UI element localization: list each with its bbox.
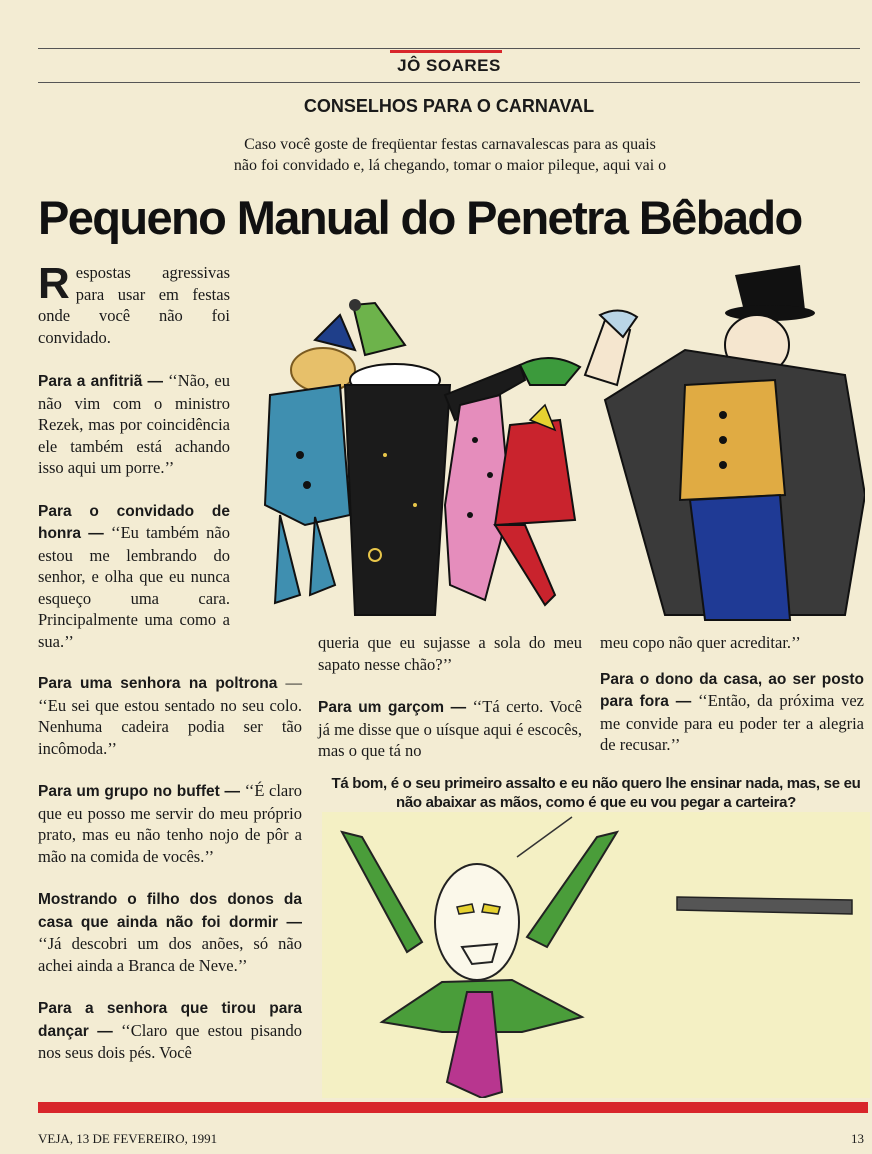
drop-cap: R — [38, 259, 70, 308]
advice-lead: Para a anfitriã — — [38, 373, 164, 390]
footer-red-bar — [38, 1102, 868, 1113]
footer-issue: VEJA, 13 DE FEVEREIRO, 1991 — [38, 1131, 218, 1146]
cartoon-caption: Tá bom, é o seu primeiro assalto e eu não quero lhe ensinar nada, mas, se eu não abaixar as mãos, como é que eu vou pegar a carteira? — [331, 775, 861, 811]
author-accent-bar — [390, 50, 502, 53]
intro-paragraph-text: espostas agressivas para usar em festas onde você não foi convidado. — [38, 263, 230, 347]
advice-item — [38, 780, 302, 867]
column-2 — [318, 632, 582, 783]
robbery-cartoon — [322, 812, 870, 1098]
advice-lead: Para um garçom — — [318, 699, 467, 716]
advice-text: ‘‘Claro que estou pisando nos seus dois pés. Você — [38, 1020, 303, 1062]
column-3 — [600, 632, 864, 777]
advice-item — [38, 888, 302, 976]
advice-item — [318, 696, 582, 762]
advice-text: ‘‘Tá certo. Você já me disse que o uísque aqui é escocês, mas o que tá no — [318, 697, 582, 760]
top-hat-man — [585, 265, 865, 620]
advice-lead: Mostrando o filho dos donos da casa que ainda não foi dormir — — [38, 891, 302, 931]
author-name: JÔ SOARES — [397, 56, 501, 75]
advice-item — [600, 668, 864, 756]
header-rule — [38, 82, 860, 83]
advice-lead: Para a senhora que tirou para dançar — — [38, 1000, 302, 1040]
advice-lead: Para o dono da casa, ao ser posto para fora — — [600, 670, 864, 710]
column-2-continuation: queria que eu sujasse a sola do meu sapato nesse chão?’’ — [318, 633, 582, 674]
advice-lead: Para uma senhora na poltrona — [38, 675, 278, 692]
advice-lead: Para um grupo no buffet — — [38, 783, 241, 800]
carnival-illustration — [245, 255, 865, 630]
advice-item — [38, 500, 230, 653]
column-3-continuation: meu copo não quer acreditar.’’ — [600, 633, 801, 652]
top-rule — [38, 48, 860, 49]
headline: Pequeno Manual do Penetra Bêbado — [38, 191, 802, 244]
intro-line-1: Caso você goste de freqüentar festas carnavalescas para as quais — [244, 136, 656, 153]
intro-line-2: não foi convidado e, lá chegando, tomar o maior pileque, aqui vai o — [233, 157, 667, 174]
advice-item — [38, 370, 230, 479]
section-title: CONSELHOS PARA O CARNAVAL — [303, 96, 595, 116]
advice-lead: Para o convidado de honra — — [38, 502, 230, 542]
column-1 — [38, 259, 231, 673]
advice-item — [38, 997, 302, 1064]
column-1-lower — [38, 672, 302, 1085]
advice-text: ‘‘Não, eu não vim com o ministro Rezek, mas por coincidência ele também está achando isso aqui um porre.’’ — [38, 371, 231, 477]
advice-item — [38, 672, 302, 759]
advice-text: ‘‘Então, da próxima vez me convide para eu poder ter a alegria de recusar.’’ — [600, 691, 864, 754]
intro-text — [150, 134, 750, 176]
advice-text: ‘‘Eu também não estou me lembrando do senhor, e olha que eu nunca esqueço uma cara. Principalmente uma como a sua.’’ — [38, 523, 230, 651]
pierrot-figure — [265, 315, 355, 603]
cartoon-panel — [322, 812, 870, 1098]
intro-paragraph — [38, 259, 230, 348]
advice-text: — ‘‘Eu sei que estou sentado no seu colo. Nenhuma cadeira podia ser tão incômoda.’’ — [38, 673, 302, 758]
advice-text: ‘‘É claro que eu posso me servir do meu próprio prato, mas eu não tenho nojo de pôr a mão na comida de vocês.’’ — [38, 781, 302, 866]
page-number: 13 — [851, 1131, 864, 1146]
advice-text: ‘‘Já descobri um dos anões, só não achei ainda a Branca de Neve.’’ — [38, 934, 302, 975]
